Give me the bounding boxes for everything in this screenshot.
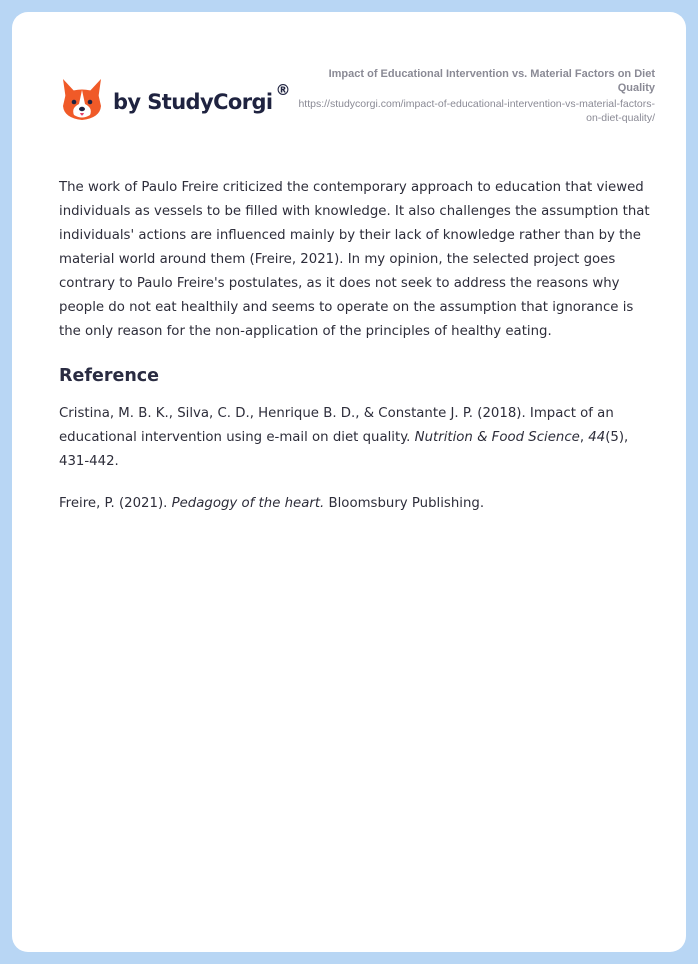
- reference-heading: Reference: [59, 366, 160, 386]
- corgi-icon: [60, 76, 104, 122]
- reference-item: [59, 492, 659, 516]
- reference-volume: 44: [588, 430, 606, 445]
- reference-item: [59, 402, 659, 474]
- registered-mark: ®: [275, 81, 291, 99]
- reference-journal: Nutrition & Food Science: [414, 430, 580, 445]
- reference-publisher: Bloomsbury Publishing.: [324, 496, 485, 511]
- body-paragraph: The work of Paulo Freire criticized the contemporary approach to education that viewed individuals as vessels to be filled with knowledge. It also challenges the assumption that individuals' actions are influenced mainly by their lack of knowledge rather than by the material world around them (Freire, 2021). In my opinion, the selected project goes contrary to Paulo Freire's postulates, as it does not seek to address the reasons why people do not eat healthily and seems to operate on the assumption that ignorance is the only reason for the non-application of the principles of healthy eating.: [59, 180, 650, 339]
- document-url[interactable]: https://studycorgi.com/impact-of-educational-intervention-vs-material-factors-on-diet-quality/: [298, 98, 655, 124]
- reference-book-title: Pedagogy of the heart.: [171, 496, 325, 511]
- document-content: [59, 176, 659, 534]
- reference-separator: ,: [579, 430, 589, 445]
- reference-text: Freire, P. (2021).: [59, 496, 172, 511]
- studycorgi-logo[interactable]: [60, 76, 291, 122]
- document-meta: [295, 67, 655, 125]
- reference-pages: (5), 431-442.: [59, 430, 629, 469]
- document-page: [12, 12, 686, 952]
- brand-name: by StudyCorgi: [113, 90, 273, 114]
- reference-text: Cristina, M. B. K., Silva, C. D., Henrique B. D., & Constante J. P. (2018). Impact of an educational intervention using e-mail on diet quality.: [59, 406, 614, 445]
- document-title: Impact of Educational Intervention vs. Material Factors on Diet Quality: [328, 68, 655, 94]
